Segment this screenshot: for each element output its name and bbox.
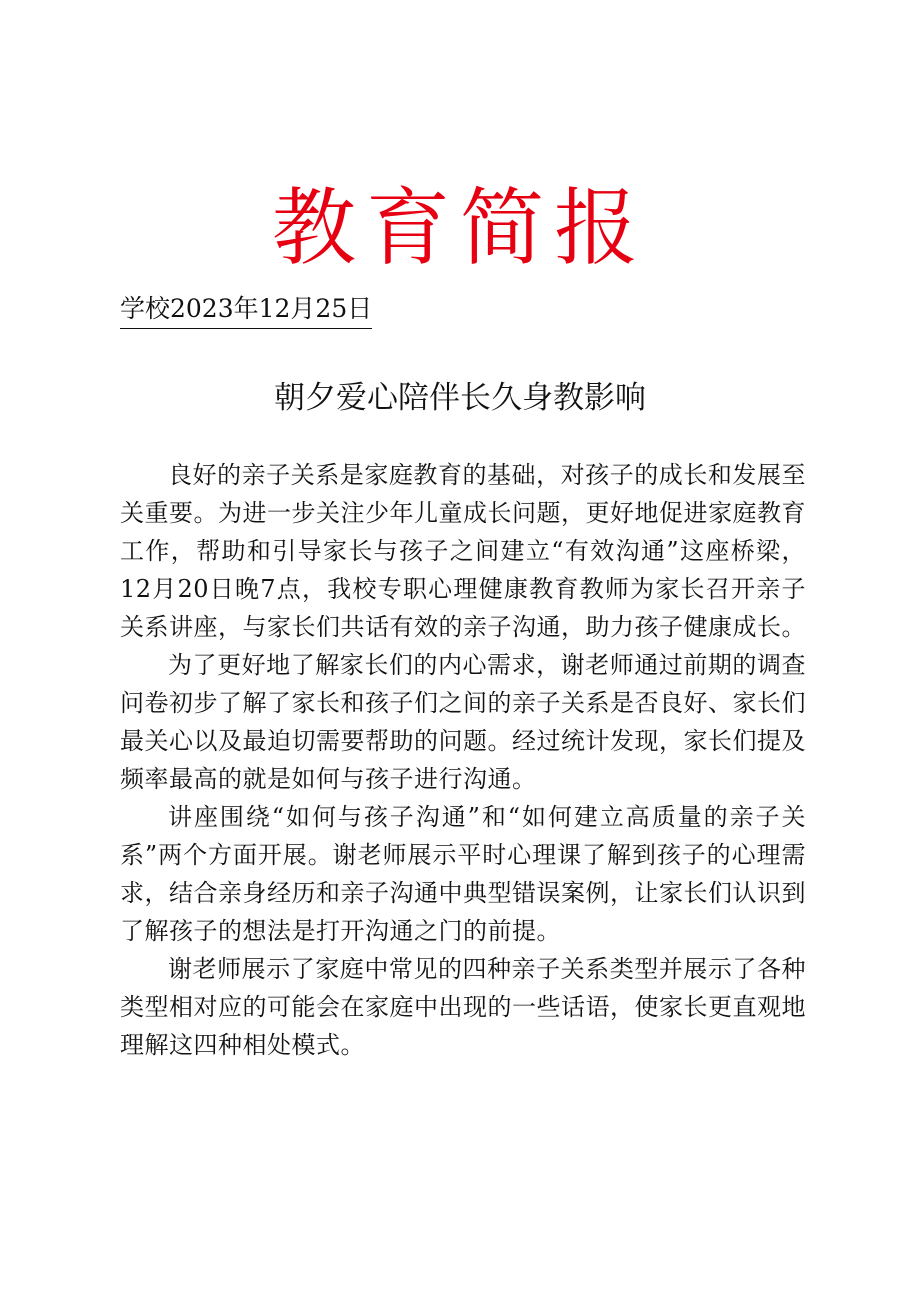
newsletter-masthead: 教育简报 <box>271 179 648 277</box>
article-paragraph: 谢老师展示了家庭中常见的四种亲子关系类型并展示了各种类型相对应的可能会在家庭中出现的一些话语，使家长更直观地理解这四种相处模式。 <box>120 955 806 1059</box>
article-paragraph: 为了更好地了解家长们的内心需求，谢老师通过前期的调查问卷初步了解了家长和孩子们之间的亲子关系是否良好、家长们最关心以及最迫切需要帮助的问题。经过统计发现，家长们提及频率最高的就是如何与孩子进行沟通。 <box>120 651 806 793</box>
article-paragraph: 讲座围绕“如何与孩子沟通”和“如何建立高质量的亲子关系”两个方面开展。谢老师展示平时心理课了解到孩子的心理需求，结合亲身经历和亲子沟通中典型错误案例，让家长们认识到了解孩子的想法是打开沟通之门的前提。 <box>120 803 806 945</box>
article-paragraph: 良好的亲子关系是家庭教育的基础，对孩子的成长和发展至关重要。为进一步关注少年儿童成长问题，更好地促进家庭教育工作，帮助和引导家长与孩子之间建立“有效沟通”这座桥梁，12月20日晚7点，我校专职心理健康教育教师为家长召开亲子关系讲座，与家长们共话有效的亲子沟通，助力孩子健康成长。 <box>120 461 806 641</box>
issue-date-line: 学校2023年12月25日 <box>120 292 372 329</box>
article-headline: 朝夕爱心陪伴长久身教影响 <box>274 380 646 416</box>
article-body <box>120 456 806 1064</box>
